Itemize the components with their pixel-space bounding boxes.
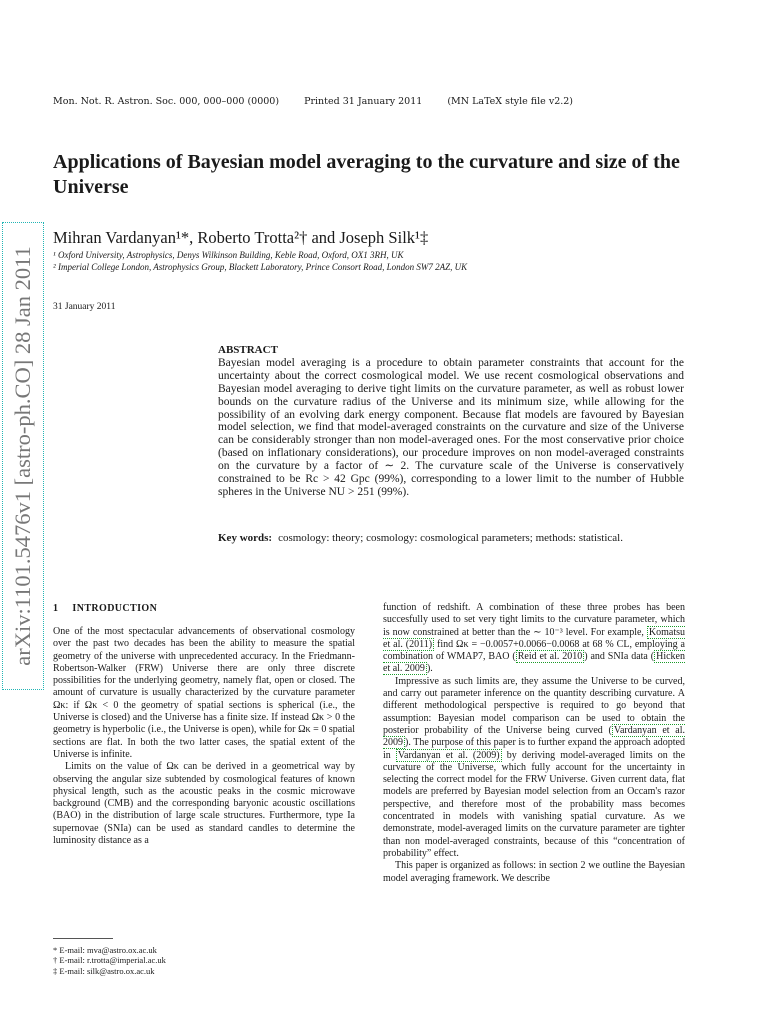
text-run: find Ωκ = −0.0057+0.0066−0.0068 at 68 % CL, employing a combination of WMAP7, BAO ( [383, 638, 685, 663]
section-number: 1 [53, 603, 59, 614]
intro-paragraph-1: One of the most spectacular advancements of observational cosmology over the past two decades has been the ability to measure the spatial geometry of the universe with unprecedented accuracy. In the Friedmann-Robertson-Walker (FRW) Universe there are only three discrete possibilities for the underlying geometry, namely flat, open or closed. The amount of curvature is usually characterized by the curvature parameter Ωκ: if Ωκ < 0 the geometry of spatial sections is spherical (i.e., the Universe is closed) and the Universe has a finite size. If instead Ωκ > 0 the geometry is hyperbolic (i.e., the Universe is open), while for Ωκ = 0 spatial sections are flat. In both the two latter cases, the spatial extent of the Universe is infinite. [53, 626, 355, 760]
right-column [383, 602, 685, 885]
paper-title: Applications of Bayesian model averaging to the curvature and size of the Universe [53, 151, 680, 198]
text-run: ). The purpose of this paper is to further expand the approach adopted in [383, 737, 685, 761]
arxiv-stamp[interactable] [2, 222, 44, 690]
footnotes [53, 945, 166, 976]
text-run: ). [426, 663, 433, 675]
citation-link[interactable]: Vardanyan et al. (2009) [397, 749, 500, 761]
section-title: INTRODUCTION [72, 603, 158, 614]
text-run: ) and SNIa data ( [584, 651, 655, 663]
affiliation-1: ¹ Oxford University, Astrophysics, Denys Wilkinson Building, Keble Road, Oxford, OX1 3RH, UK [53, 250, 404, 260]
footnote-email-3: ‡ E-mail: silk@astro.ox.ac.uk [53, 965, 155, 976]
intro-paragraph-2: Limits on the value of Ωκ can be derived in a geometrical way by observing the angular size subtended by cosmological features of known physical length, such as the acoustic peaks in the cosmic microwave background (CMB) and the corresponding baryonic acoustic oscillations (BAO) in the distribution of large scale structures. Furthermore, type Ia supernovae (SNIa) can be used as standard candles to determine the luminosity distance as a [53, 761, 355, 847]
arxiv-identifier[interactable]: arXiv:1101.5476v1 [astro-ph.CO] 28 Jan 2011 [10, 246, 35, 666]
text-run: function of redshift. A combination of these three probes has been succesfully used to set very tight limits to the curvature parameter, which is now constrained at better than the ∼ 10⁻³ level. For example, [383, 602, 685, 638]
keywords-label: Key words: [218, 532, 273, 544]
affiliation-2: ² Imperial College London, Astrophysics Group, Blackett Laboratory, Prince Consort Road, London SW7 2AZ, UK [53, 262, 468, 272]
citation-link[interactable]: Vardanyan et al. 2009 [383, 724, 685, 749]
intro-paragraph-4 [383, 676, 685, 860]
keywords [218, 532, 684, 545]
keywords-text: cosmology: theory; cosmology: cosmological parameters; methods: statistical. [278, 532, 623, 544]
abstract-text: Bayesian model averaging is a procedure to obtain parameter constraints that account for the uncertainty about the correct cosmological model. We use recent cosmological observations and Bayesian model averaging to derive tight limits on the curvature parameter, as well as robust lower bounds on the curvature radius of the Universe and its minimum size, while allowing for the possibility of an evolving dark energy component. Because flat models are favoured by Bayesian model selection, we find that model-averaged constraints on the curvature and size of the Universe can be considerably stronger than non model-averaged ones. For the most conservative prior choice (based on inflationary considerations), our procedure improves on non model-averaged constraints on the curvature by a factor of ∼ 2. The curvature scale of the Universe is conservatively constrained to be Rc > 42 Gpc (99%), corresponding to a lower limit to the number of Hubble spheres in the Universe NU > 251 (99%). [218, 356, 684, 498]
text-run: Impressive as such limits are, they assume the Universe to be curved, and carry out parameter inference on the quantity describing curvature. A different methodological perspective is required to go beyond that assumption: Bayesian model comparison can be used to obtain the posterior probability of the Universe being curved ( [383, 675, 685, 736]
footnote-email-1: * E-mail: mva@astro.ox.ac.uk [53, 945, 157, 955]
intro-paragraph-3 [383, 602, 685, 676]
abstract [218, 344, 684, 499]
citation-link[interactable]: Komatsu et al. (2011) [383, 626, 685, 650]
printed-date: Printed 31 January 2011 [304, 96, 423, 107]
footnote-rule [53, 938, 113, 939]
footnote-email-2: † E-mail: r.trotta@imperial.ac.uk [53, 955, 166, 966]
journal-reference: Mon. Not. R. Astron. Soc. 000, 000–000 (0000) [53, 96, 280, 107]
text-run: by deriving model-averaged limits on the curvature of the Universe, which fully account for the uncertainty in selecting the correct model for the FRW Universe. Given current data, flat models are preferred by Bayesian model selection from an Occam's razor perspective, and therefore most of the probability mass becomes concentrated in models with vanishing spatial curvature. As we demonstrate, model-averaged limits on the curvature parameter are tighter than non model-averaged constraints, because of this “concentration of probability” effect. [383, 749, 686, 859]
style-file: (MN LaTeX style file v2.2) [447, 96, 574, 107]
intro-paragraph-5: This paper is organized as follows: in section 2 we outline the Bayesian model averaging framework. We describe [383, 860, 685, 884]
citation-link[interactable]: Hicken et al. 2009 [383, 651, 685, 675]
left-column [53, 626, 355, 847]
author-list: Mihran Vardanyan¹*, Roberto Trotta²† and Joseph Silk¹‡ [53, 228, 429, 247]
running-header [53, 96, 595, 107]
abstract-heading: ABSTRACT [218, 344, 278, 356]
section-heading [53, 603, 171, 614]
citation-link[interactable]: Reid et al. 2010 [517, 651, 583, 663]
submission-date: 31 January 2011 [53, 302, 116, 312]
